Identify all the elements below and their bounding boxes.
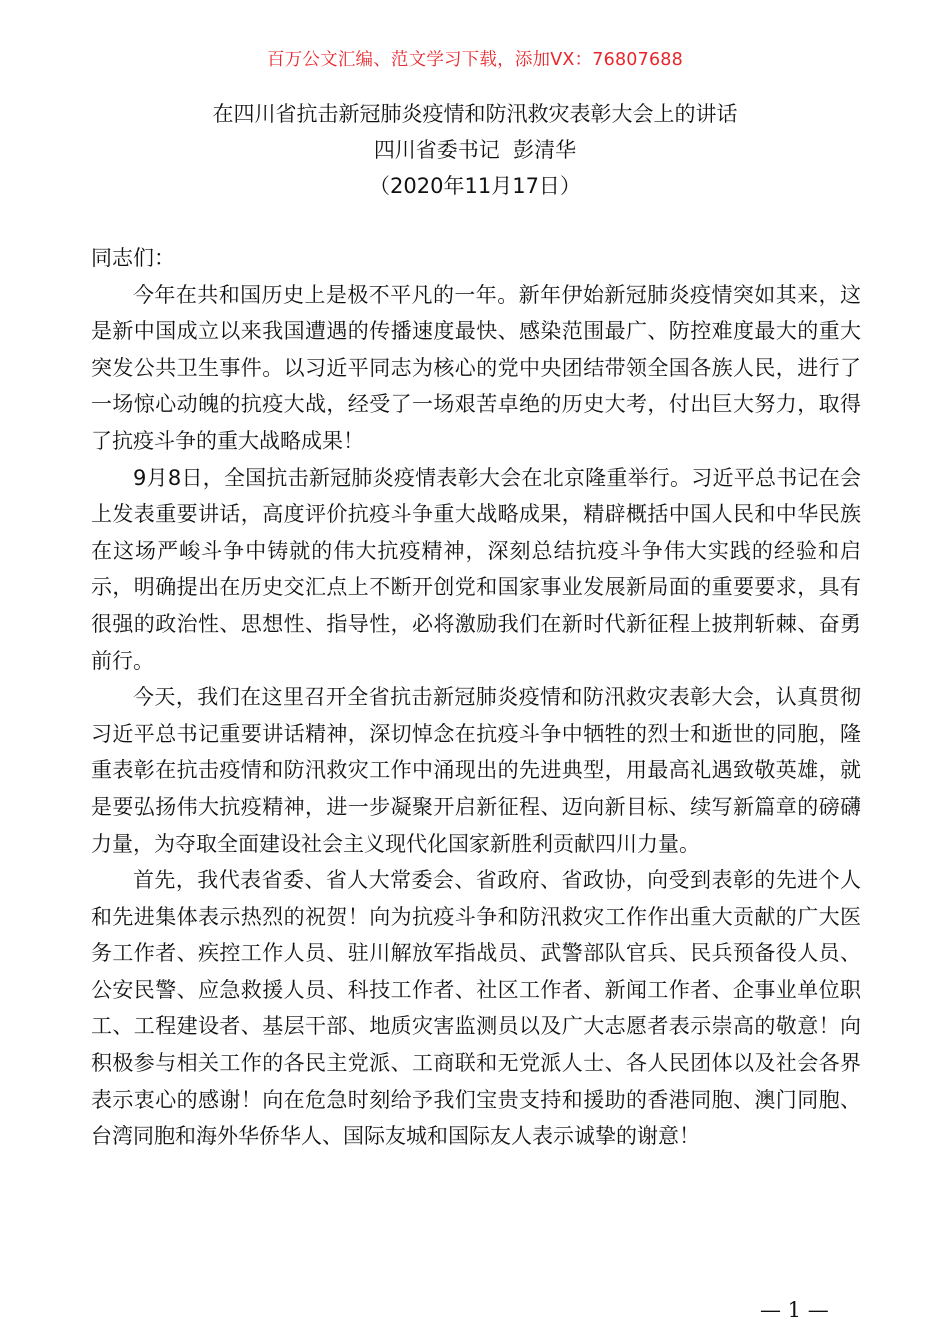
paragraph: 9月8日，全国抗击新冠肺炎疫情表彰大会在北京隆重举行。习近平总书记在会上发表重要讲话，高度评价抗疫斗争重大战略成果，精辟概括中国人民和中华民族在这场严峻斗争中铸就的伟大抗疫精神，深刻总结抗疫斗争伟大实践的经验和启示，明确提出在历史交汇点上不断开创党和国家事业发展新局面的重要要求，具有很强的政治性、思想性、指导性，必将激励我们在新时代新征程上披荆斩棘、奋勇前行。 (91, 465, 861, 673)
title-block (0, 96, 950, 204)
paragraph: 首先，我代表省委、省人大常委会、省政府、省政协，向受到表彰的先进个人和先进集体表示热烈的祝贺！向为抗疫斗争和防汛救灾工作作出重大贡献的广大医务工作者、疾控工作人员、驻川解放军指战员、武警部队官兵、民兵预备役人员、公安民警、应急救援人员、科技工作者、社区工作者、新闻工作者、企事业单位职工、工程建设者、基层干部、地质灾害监测员以及广大志愿者表示崇高的敬意！向积极参与相关工作的各民主党派、工商联和无党派人士、各人民团体以及社会各界表示衷心的感谢！向在危急时刻给予我们宝贵支持和援助的香港同胞、澳门同胞、台湾同胞和海外华侨华人、国际友城和国际友人表示诚挚的谢意！ (91, 868, 861, 1149)
header-note: 百万公文汇编、范文学习下载，添加VX：76807688 (267, 50, 683, 70)
salutation: 同志们： (91, 246, 175, 270)
speaker-line: 四川省委书记 彭清华 (373, 138, 577, 162)
document-body (91, 240, 861, 1155)
speech-title: 在四川省抗击新冠肺炎疫情和防汛救灾表彰大会上的讲话 (212, 102, 738, 126)
paragraph: 今年在共和国历史上是极不平凡的一年。新年伊始新冠肺炎疫情突如其来，这是新中国成立以来我国遭遇的传播速度最快、感染范围最广、防控难度最大的重大突发公共卫生事件。以习近平同志为核心的党中央团结带领全国各族人民，进行了一场惊心动魄的抗疫大战，经受了一场艰苦卓绝的历史大考，付出巨大努力，取得了抗疫斗争的重大战略成果！ (91, 282, 861, 453)
page-number: — 1 — (760, 1298, 829, 1322)
speech-date: （2020年11月17日） (369, 174, 581, 198)
paragraph: 今天，我们在这里召开全省抗击新冠肺炎疫情和防汛救灾表彰大会，认真贯彻习近平总书记重要讲话精神，深切悼念在抗疫斗争中牺牲的烈士和逝世的同胞，隆重表彰在抗击疫情和防汛救灾工作中涌现出的先进典型，用最高礼遇致敬英雄，就是要弘扬伟大抗疫精神，进一步凝聚开启新征程、迈向新目标、续写新篇章的磅礴力量，为夺取全面建设社会主义现代化国家新胜利贡献四川力量。 (91, 685, 861, 856)
